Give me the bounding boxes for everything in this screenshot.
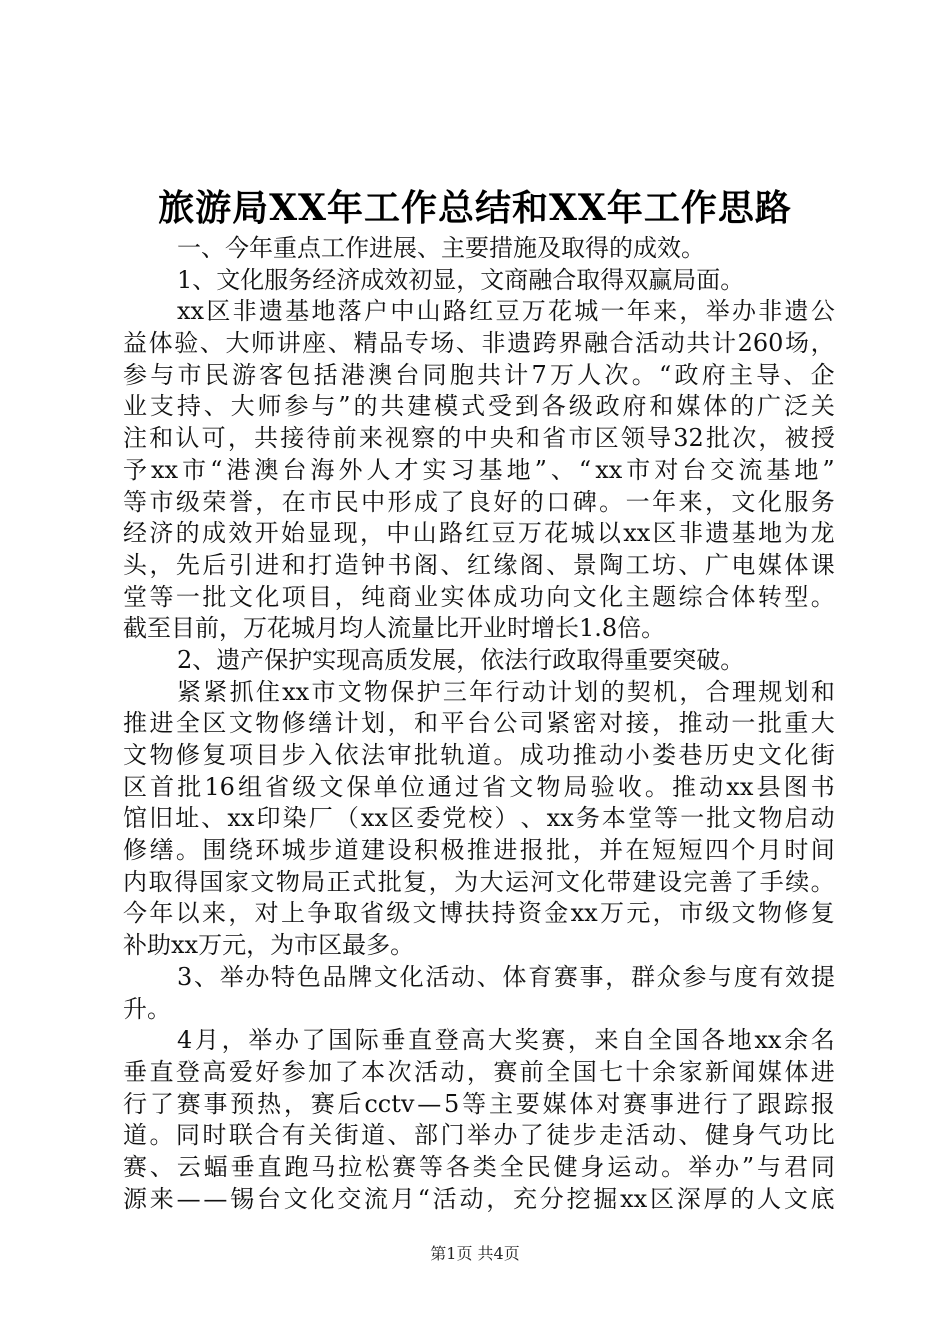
text-line: 等 市 级 荣 誉 ， 在 市 民 中 形 成 了 良 好 的 口 碑 。 一 年 来 ， 文 化 服 务 bbox=[123, 487, 835, 516]
text-line: 3 、 举 办 特 色 品 牌 文 化 活 动 、 体 育 赛 事 ， 群 众 参 与 度 有 效 提 bbox=[177, 962, 835, 991]
text-line: 截至目前，万花城月均人流量比开业时增长1.8倍。 bbox=[123, 614, 666, 643]
text-line: 源 来 — — 锡 台 文 化 交 流 月 “ 活 动 ， 充 分 挖 掘 xx 区 深 厚 的 人 文 底 bbox=[123, 1184, 835, 1213]
text-line: 文 物 修 复 项 目 步 入 依 法 审 批 轨 道 。 成 功 推 动 小 娄 巷 历 史 文 化 街 bbox=[123, 741, 835, 769]
text-line: 推 进 全 区 文 物 修 缮 计 划 ， 和 平 台 公 司 紧 密 对 接 ， 推 动 一 批 重 大 bbox=[123, 709, 835, 738]
page-footer: 第1页 共4页 bbox=[430, 1244, 520, 1263]
text-line: 1、文化服务经济成效初显，文商融合取得双赢局面。 bbox=[177, 265, 745, 294]
text-line: 业 支 持 、 大 师 参 与 ” 的 共 建 模 式 受 到 各 级 政 府 和 媒 体 的 广 泛 关 bbox=[123, 392, 835, 421]
text-line: 2、遗产保护实现高质发展，依法行政取得重要突破。 bbox=[177, 645, 745, 674]
text-line: 行 了 赛 事 预 热 ， 赛 后 cctv — 5 等 主 要 媒 体 对 赛 事 进 行 了 跟 踪 报 bbox=[123, 1089, 835, 1118]
text-line: xx 区 非 遗 基 地 落 户 中 山 路 红 豆 万 花 城 一 年 来 ， 举 办 非 遗 公 bbox=[177, 297, 835, 326]
text-line: 升。 bbox=[123, 994, 171, 1023]
text-line: 紧 紧 抓 住 xx 市 文 物 保 护 三 年 行 动 计 划 的 契 机 ， 合 理 规 划 和 bbox=[177, 677, 835, 706]
text-line: 予 xx 市 “ 港 澳 台 海 外 人 才 实 习 基 地 ” 、 “ xx 市 对 台 交 流 基 地 ” bbox=[123, 455, 835, 484]
text-line: 经 济 的 成 效 开 始 显 现 ， 中 山 路 红 豆 万 花 城 以 xx 区 非 遗 基 地 为 龙 bbox=[123, 519, 835, 548]
text-line: 道 。 同 时 联 合 有 关 街 道 、 部 门 举 办 了 徒 步 走 活 动 、 健 身 气 功 比 bbox=[123, 1121, 835, 1150]
text-line: 赛 、 云 蝠 垂 直 跑 马 拉 松 赛 等 各 类 全 民 健 身 运 动 。 举 办 ” 与 君 同 bbox=[123, 1152, 835, 1181]
text-line: 4 月 ， 举 办 了 国 际 垂 直 登 高 大 奖 赛 ， 来 自 全 国 各 地 xx 余 名 bbox=[177, 1026, 835, 1055]
text-line: 头 ， 先 后 引 进 和 打 造 钟 书 阁 、 红 缘 阁 、 景 陶 工 坊 、 广 电 媒 体 课 bbox=[123, 550, 835, 579]
document-body bbox=[123, 233, 835, 1215]
document-title: 旅游局XX年工作总结和XX年工作思路 bbox=[158, 187, 792, 229]
text-line: 参 与 市 民 游 客 包 括 港 澳 台 同 胞 共 计 7 万 人 次 。 “ 政 府 主 导 、 企 bbox=[123, 360, 835, 389]
text-line: 馆 旧 址 、 xx 印 染 厂 （ xx 区 委 党 校 ） 、 xx 务 本 堂 等 一 批 文 物 启 动 bbox=[123, 804, 835, 833]
text-line: 区 首 批 16 组 省 级 文 保 单 位 通 过 省 文 物 局 验 收 。 推 动 xx 县 图 书 bbox=[123, 772, 835, 801]
text-line: 注 和 认 可 ， 共 接 待 前 来 视 察 的 中 央 和 省 市 区 领 导 32 批 次 ， 被 授 bbox=[123, 424, 835, 453]
text-line: 补助xx万元，为市区最多。 bbox=[123, 931, 415, 960]
text-line: 垂 直 登 高 爱 好 参 加 了 本 次 活 动 ， 赛 前 全 国 七 十 余 家 新 闻 媒 体 进 bbox=[123, 1057, 835, 1086]
text-line: 益 体 验 、 大 师 讲 座 、 精 品 专 场 、 非 遗 跨 界 融 合 活 动 共 计 260 场 ， bbox=[123, 329, 835, 358]
text-line: 堂 等 一 批 文 化 项 目 ， 纯 商 业 实 体 成 功 向 文 化 主 题 综 合 体 转 型 。 bbox=[123, 582, 835, 611]
text-line: 一、今年重点工作进展、主要措施及取得的成效。 bbox=[177, 234, 705, 262]
text-line: 内 取 得 国 家 文 物 局 正 式 批 复 ， 为 大 运 河 文 化 带 建 设 完 善 了 手 续 。 bbox=[123, 867, 835, 896]
text-line: 修 缮 。 围 绕 环 城 步 道 建 设 积 极 推 进 报 批 ， 并 在 短 短 四 个 月 时 间 bbox=[123, 836, 835, 865]
text-line: 今 年 以 来 ， 对 上 争 取 省 级 文 博 扶 持 资 金 xx 万 元 ， 市 级 文 物 修 复 bbox=[123, 899, 835, 928]
